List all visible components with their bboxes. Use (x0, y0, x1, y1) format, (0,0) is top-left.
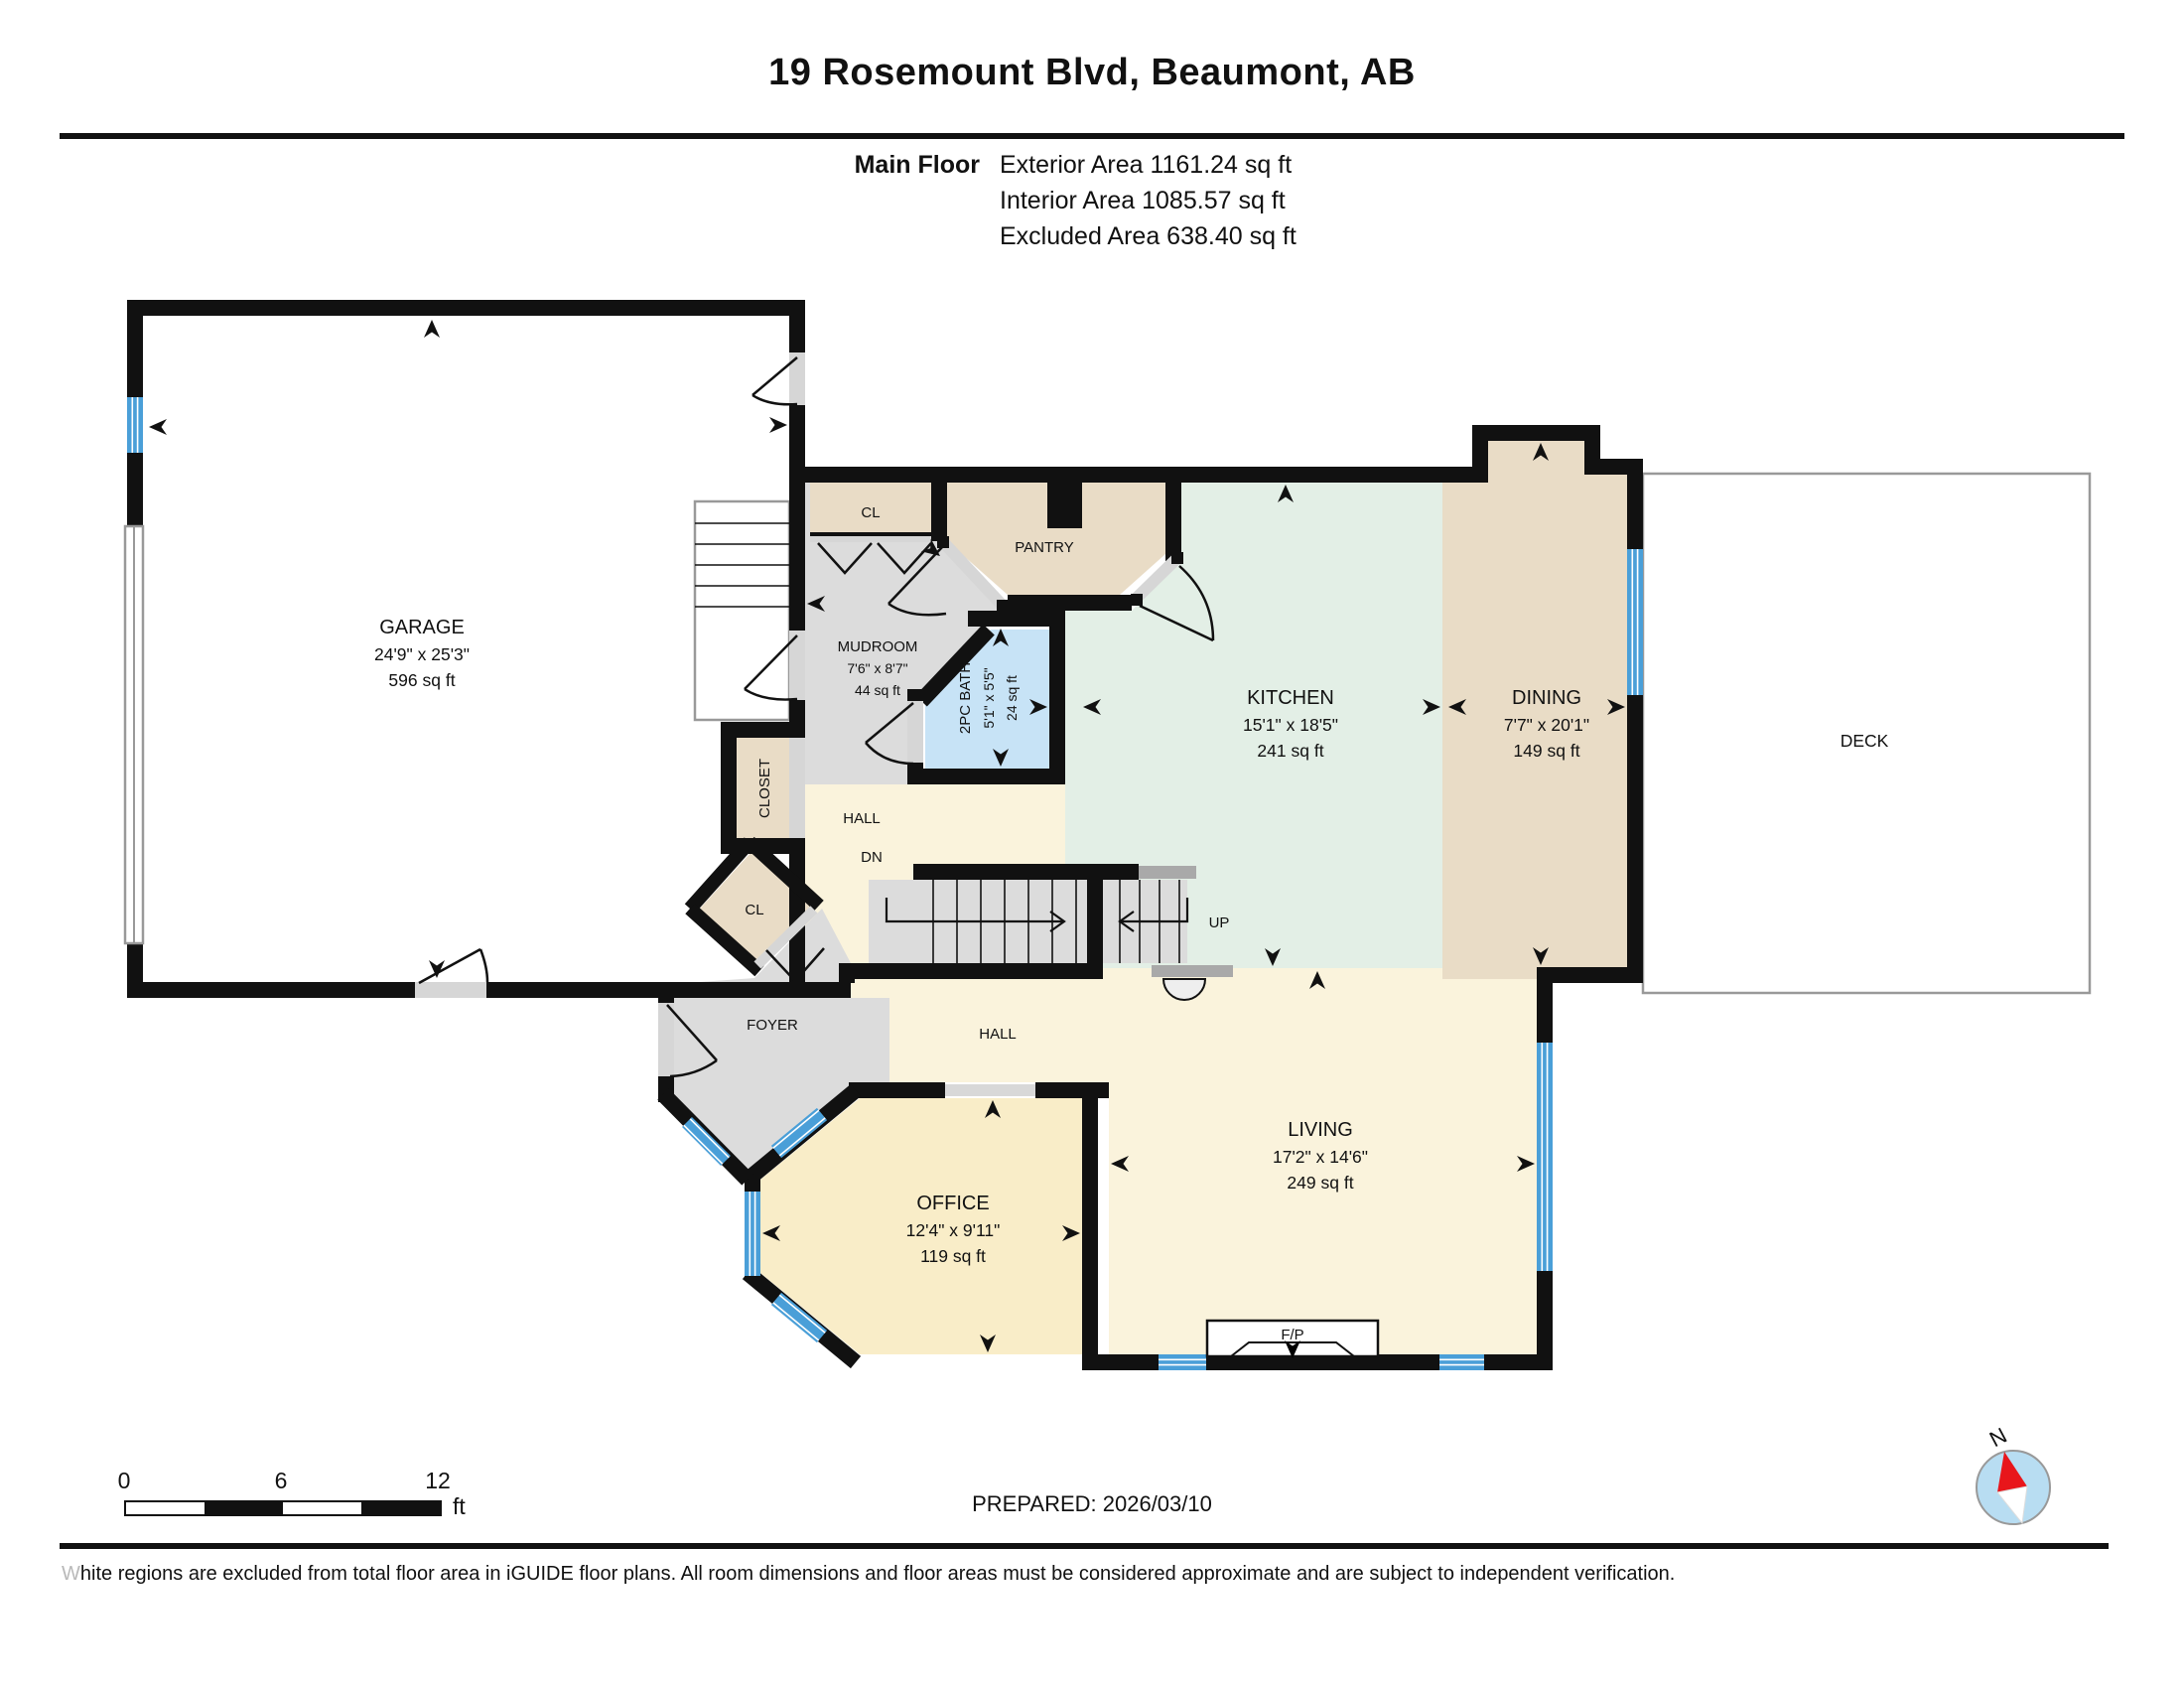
svg-text:2PC BATH: 2PC BATH (957, 661, 974, 735)
svg-text:MUDROOM: MUDROOM (837, 638, 918, 655)
disclaimer-body: hite regions are excluded from total floor area in iGUIDE floor plans. All room dimensions and floor areas must be considered approximate and are subject to independent verification. (79, 1563, 1676, 1585)
label-deck: DECK (1840, 731, 1889, 751)
svg-text:5'1" x 5'5": 5'1" x 5'5" (981, 667, 997, 729)
scale-unit: ft (453, 1493, 466, 1519)
svg-text:DINING: DINING (1512, 687, 1581, 709)
svg-text:LIVING: LIVING (1288, 1119, 1353, 1141)
garage-door (125, 526, 143, 943)
interior-area: Interior Area 1085.57 sq ft (1000, 187, 1286, 214)
svg-text:241 sq ft: 241 sq ft (1257, 741, 1324, 761)
page-title: 19 Rosemount Blvd, Beaumont, AB (768, 52, 1416, 93)
exterior-area: Exterior Area 1161.24 sq ft (1000, 151, 1293, 179)
scale-zero: 0 (117, 1468, 131, 1493)
svg-text:KITCHEN: KITCHEN (1247, 687, 1334, 709)
scale-twelve: 12 (425, 1468, 451, 1493)
svg-text:249 sq ft: 249 sq ft (1287, 1173, 1354, 1193)
label-fireplace: F/P (1281, 1327, 1304, 1343)
svg-text:7'7" x 20'1": 7'7" x 20'1" (1503, 715, 1590, 735)
label-up: UP (1208, 914, 1230, 931)
label-hall-lower: HALL (979, 1026, 1017, 1043)
svg-text:GARAGE: GARAGE (379, 617, 465, 638)
label-foyer: FOYER (747, 1017, 798, 1034)
svg-text:596 sq ft: 596 sq ft (388, 670, 456, 690)
svg-text:44 sq ft: 44 sq ft (855, 682, 900, 698)
garage-stairs (695, 501, 789, 720)
floor-label: Main Floor (854, 151, 980, 179)
disclaimer-first-letter: W (62, 1563, 80, 1585)
label-closet: CLOSET (756, 758, 773, 819)
svg-text:15'1" x 18'5": 15'1" x 18'5" (1243, 715, 1338, 735)
disclaimer-text (62, 1563, 1675, 1586)
room-label-dining (1504, 687, 1589, 761)
svg-text:12'4" x 9'11": 12'4" x 9'11" (905, 1220, 1001, 1240)
svg-text:N: N (1984, 1422, 2011, 1453)
svg-text:24 sq ft: 24 sq ft (1004, 675, 1020, 721)
svg-text:17'2" x 14'6": 17'2" x 14'6" (1273, 1147, 1368, 1167)
svg-text:149 sq ft: 149 sq ft (1513, 741, 1580, 761)
svg-text:OFFICE: OFFICE (916, 1193, 990, 1214)
label-hall-upper: HALL (843, 810, 881, 827)
svg-text:119 sq ft: 119 sq ft (920, 1246, 986, 1266)
scale-bar (124, 1500, 442, 1516)
label-pantry: PANTRY (1015, 539, 1074, 556)
label-cl-diamond: CL (745, 902, 764, 918)
prepared-date: PREPARED: 2026/03/10 (972, 1491, 1212, 1516)
footer-divider (60, 1543, 2109, 1549)
svg-text:7'6" x 8'7": 7'6" x 8'7" (847, 660, 908, 676)
scale-six: 6 (274, 1468, 288, 1493)
label-dn: DN (861, 849, 883, 866)
label-cl-upper: CL (861, 504, 881, 521)
excluded-area: Excluded Area 638.40 sq ft (1000, 222, 1297, 250)
room-label-garage (374, 617, 470, 690)
svg-text:24'9" x 25'3": 24'9" x 25'3" (374, 644, 470, 664)
